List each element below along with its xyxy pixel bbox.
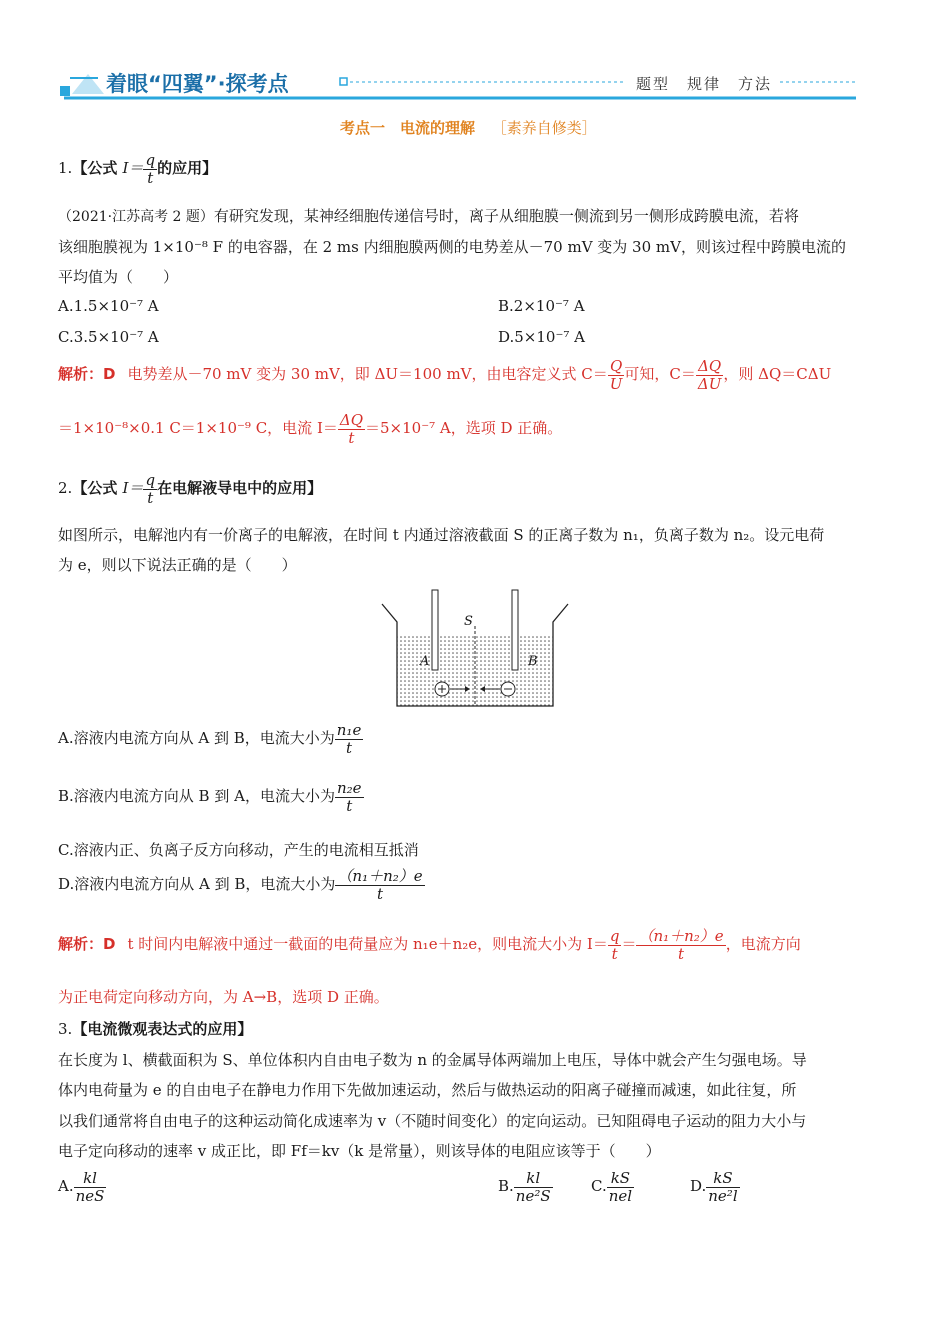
q2-text1: 如图所示，电解池内有一价离子的电解液，在时间 t 内通过溶液截面 S 的正离子数为 n₁，负离子数为 n₂。设元电荷 (58, 526, 825, 544)
q1-answer-line2 (58, 412, 562, 446)
q2-answer-text2: ，电流方向 (725, 935, 801, 953)
q1-answer-frac2 (696, 358, 723, 392)
q3-option-c-den: nel (608, 1186, 633, 1205)
q2-option-a[interactable] (58, 722, 363, 756)
q1-stem-line1 (58, 205, 799, 226)
q1-title (58, 152, 217, 186)
q2-number: 2. (58, 479, 73, 497)
q2-formula-I: I＝ (122, 479, 144, 497)
q1-answer-line2-a: ＝1×10⁻⁸×0.1 C＝1×10⁻⁹ C，电流 I＝ (58, 419, 338, 437)
q1-text1: 有研究发现，某神经细胞传递信号时，离子从细胞膜一侧流到另一侧形成跨膜电流，若将 (213, 207, 799, 225)
q1-answer-label: 解析：D (58, 365, 116, 383)
q3-option-b-den: ne²S (515, 1186, 551, 1205)
q1-bracket: 【公式 (72, 159, 123, 177)
q2-option-a-frac (335, 722, 364, 756)
q1-answer-frac3-num: ΔQ (339, 411, 364, 429)
figure-label-B: B (528, 654, 538, 669)
q2-answer-frac1 (608, 928, 622, 962)
q3-option-d-label: D. (690, 1177, 707, 1195)
q1-answer-frac2-den: ΔU (697, 374, 722, 393)
q3-text4: 电子定向移动的速率 v 成正比，即 Ff＝kv（k 是常量），则该导体的电阻应该等于（ ） (58, 1142, 661, 1160)
q1-answer-line2-b: ＝5×10⁻⁷ A，选项 D 正确。 (365, 419, 563, 437)
q3-option-b-num: kl (514, 1170, 553, 1188)
q3-option-d-num: kS (706, 1170, 739, 1188)
q1-text2: 该细胞膜视为 1×10⁻⁸ F 的电容器，在 2 ms 内细胞膜两侧的电势差从－70 mV 变为 30 mV，则该过程中跨膜电流的 (58, 238, 846, 256)
q2-bracket: 【公式 (72, 479, 123, 497)
q2-option-b-frac (335, 780, 364, 814)
q2-frac-num: q (145, 471, 156, 489)
q2-option-c[interactable]: C.溶液内正、负离子反方向移动，产生的电流相互抵消 (58, 841, 419, 859)
figure-label-A: A (420, 654, 430, 669)
q2-title-rest: 在电解液导电中的应用】 (157, 479, 323, 497)
q3-option-a-frac (74, 1170, 107, 1204)
q3-option-d-den: ne²l (708, 1186, 738, 1205)
q2-answer-frac2-den: t (678, 944, 685, 963)
q3-text1: 在长度为 l、横截面积为 S、单位体积内自由电子数为 n 的金属导体两端加上电压，导体中就会产生匀强电场。导 (58, 1051, 807, 1069)
figure-label-S: S (464, 614, 473, 629)
q1-formula-fraction (143, 152, 157, 186)
q1-answer-frac3-den: t (348, 428, 355, 447)
q1-formula-I: I＝ (122, 159, 144, 177)
q3-option-b-frac (514, 1170, 553, 1204)
q2-answer-frac1-den: t (611, 944, 618, 963)
q1-answer-frac1-den: U (609, 374, 623, 393)
q1-answer-text1: 电势差从－70 mV 变为 30 mV，即 ΔU＝100 mV，由电容定义式 C＝ (127, 365, 608, 383)
q2-title (58, 472, 322, 506)
q2-option-b-text: B.溶液内电流方向从 B 到 A，电流大小为 (58, 787, 335, 805)
q2-option-d-text: D.溶液内电流方向从 A 到 B，电流大小为 (58, 875, 336, 893)
q1-source: （2021·江苏高考 2 题） (58, 209, 214, 225)
q1-answer-frac3 (338, 412, 365, 446)
q3-title-text: 【电流微观表达式的应用】 (72, 1020, 253, 1038)
q2-answer-label: 解析：D (58, 935, 116, 953)
q2-frac-den: t (147, 488, 154, 507)
section-title: 考点一 电流的理解 (340, 119, 476, 137)
q3-option-c[interactable] (591, 1170, 634, 1204)
q3-option-c-frac (607, 1170, 634, 1204)
electrolysis-cell-diagram (380, 588, 570, 712)
q2-answer-frac1-num: q (609, 927, 620, 945)
q2-answer-text1: t 时间内电解液中通过一截面的电荷量应为 n₁e＋n₂e，则电流大小为 I＝ (127, 935, 608, 953)
q3-option-a-den: neS (75, 1186, 105, 1205)
q1-answer-line1 (58, 358, 831, 392)
q2-option-b-num: n₂e (336, 779, 362, 797)
q1-option-d[interactable]: D.5×10⁻⁷ A (498, 328, 585, 346)
q2-answer-eq: ＝ (621, 935, 637, 953)
q3-option-c-num: kS (607, 1170, 634, 1188)
q1-number: 1. (58, 159, 73, 177)
q2-answer-line2: 为正电荷定向移动方向，为 A→B，选项 D 正确。 (58, 988, 389, 1006)
q2-option-d-frac (335, 868, 424, 902)
q3-number: 3. (58, 1020, 73, 1038)
q3-title (58, 1018, 252, 1039)
q1-frac-den: t (147, 168, 154, 187)
electrolysis-figure (380, 588, 570, 712)
q3-option-d[interactable] (690, 1170, 740, 1204)
header-title: 着眼“四翼”·探考点 (106, 72, 289, 96)
q2-answer-line1 (58, 928, 801, 962)
q2-answer-frac2 (636, 928, 725, 962)
q1-answer-frac1 (608, 358, 625, 392)
header-tags: 题型 规律 方法 (636, 75, 773, 93)
q1-title-rest: 的应用】 (157, 159, 218, 177)
q3-text3: 以我们通常将自由电子的这种运动简化成速率为 v（不随时间变化）的定向运动。已知阻碍电子运动的阻力大小与 (58, 1112, 807, 1130)
section-tag: ［素养自修类］ (491, 119, 597, 137)
q2-formula-fraction (143, 472, 157, 506)
q3-option-c-label: C. (591, 1177, 607, 1195)
q2-answer-frac2-num: （n₁＋n₂）e (638, 927, 724, 945)
q2-option-d-num: （n₁＋n₂）e (337, 867, 423, 885)
q3-option-b-label: B. (498, 1177, 514, 1195)
q1-text3: 平均值为（ ） (58, 268, 179, 286)
q2-text2: 为 e，则以下说法正确的是（ ） (58, 556, 297, 574)
q3-option-a-num: kl (74, 1170, 107, 1188)
q3-option-b[interactable] (498, 1170, 553, 1204)
q2-option-a-text: A.溶液内电流方向从 A 到 B，电流大小为 (58, 729, 335, 747)
section-heading (340, 117, 597, 138)
q1-answer-text2: 可知，C＝ (624, 365, 696, 383)
q2-option-b-den: t (346, 796, 353, 815)
q1-option-c[interactable]: C.3.5×10⁻⁷ A (58, 328, 159, 346)
q2-option-b[interactable] (58, 780, 364, 814)
q3-option-a-label: A. (58, 1177, 74, 1195)
q1-answer-text3: ，则 ΔQ＝CΔU (723, 365, 832, 383)
q3-option-d-frac (706, 1170, 739, 1204)
q1-option-b[interactable]: B.2×10⁻⁷ A (498, 297, 585, 315)
q2-option-d[interactable] (58, 868, 425, 902)
q2-option-d-den: t (377, 884, 384, 903)
q1-answer-frac2-num: ΔQ (696, 358, 723, 376)
q2-option-a-den: t (346, 738, 353, 757)
q1-frac-num: q (145, 151, 156, 169)
q3-option-a[interactable] (58, 1170, 106, 1204)
q1-option-a[interactable]: A.1.5×10⁻⁷ A (58, 297, 159, 315)
q1-answer-frac1-num: Q (608, 358, 625, 376)
q3-text2: 体内电荷量为 e 的自由电子在静电力作用下先做加速运动，然后与做热运动的阳离子碰撞而减速，如此往复，所 (58, 1081, 797, 1099)
q2-option-a-num: n₁e (336, 721, 362, 739)
